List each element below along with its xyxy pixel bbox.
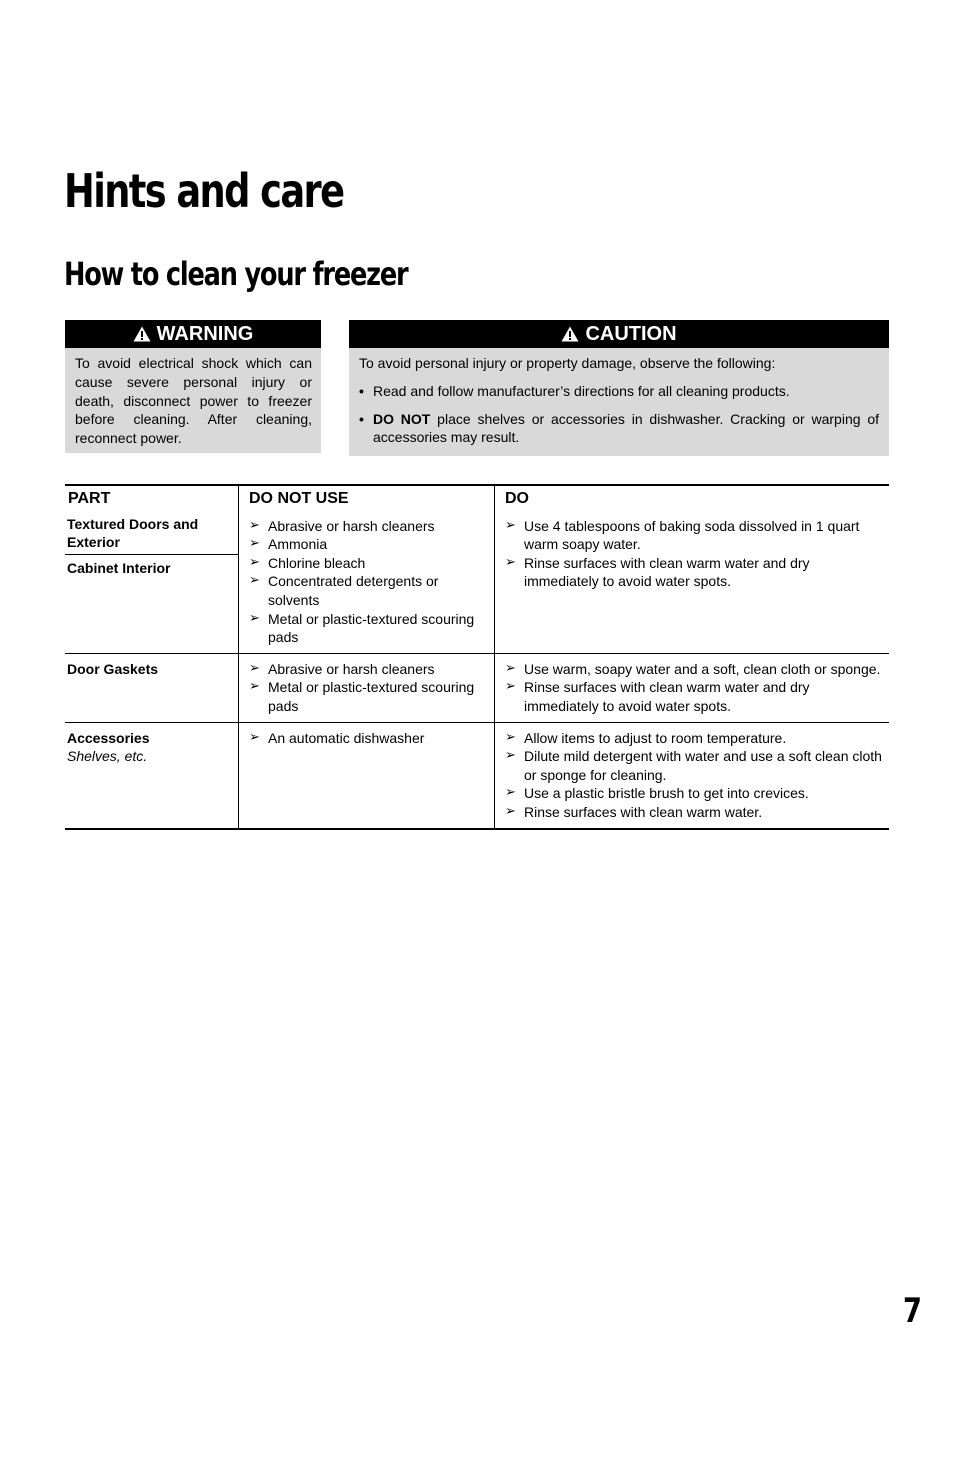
part-name: Door Gaskets [67, 660, 159, 677]
caution-bullet: • Read and follow manufacturer’s directions for all cleaning products. [359, 382, 790, 399]
dont-item: ➢ Metal or plastic-textured scouring pads [249, 678, 492, 715]
table-row [65, 653, 889, 722]
dont-item: ➢ Chlorine bleach [249, 554, 492, 573]
page-number: 7 [903, 1291, 922, 1331]
table-row [65, 722, 889, 828]
do-item: ➢ Use a plastic bristle brush to get into crevices. [505, 784, 887, 803]
part-name: Cabinet Interior [65, 554, 238, 578]
warning-box [65, 320, 321, 453]
do-item: ➢ Rinse surfaces with clean warm water and dry immediately to avoid water spots. [505, 554, 887, 591]
caution-triangle-icon [561, 326, 579, 342]
caution-bullet: • DO NOT place shelves or accessories in dishwasher. Cracking or warping of accessories may result. [359, 410, 879, 446]
part-subtitle: Shelves, etc. [67, 748, 148, 765]
dont-item: ➢ Abrasive or harsh cleaners [249, 660, 492, 679]
part-name: Textured Doors and Exterior [67, 515, 199, 551]
section-title: How to clean your freezer [64, 255, 408, 293]
caution-box [349, 320, 889, 456]
caution-header [349, 320, 889, 348]
dont-item: ➢ Abrasive or harsh cleaners [249, 517, 492, 536]
table-row [65, 511, 889, 654]
warning-triangle-icon [133, 326, 151, 342]
dont-item: ➢ Concentrated detergents or solvents [249, 572, 492, 609]
do-item: ➢ Rinse surfaces with clean warm water. [505, 803, 887, 822]
do-item: ➢ Use 4 tablespoons of baking soda dissolved in 1 quart warm soapy water. [505, 517, 887, 554]
warning-text: To avoid electrical shock which can cause severe personal injury or death, disconnect power to freezer before cleaning. After cleaning, reconnect power. [75, 355, 312, 447]
header-do: DO [495, 485, 890, 511]
warning-heading: WARNING [156, 322, 254, 345]
header-part: PART [65, 485, 239, 511]
caution-intro: To avoid personal injury or property damage, observe the following: [359, 355, 776, 371]
do-item: ➢ Dilute mild detergent with water and use a soft clean cloth or sponge for cleaning. [505, 747, 887, 784]
page-title: Hints and care [64, 164, 344, 218]
dont-item: ➢ Ammonia [249, 535, 492, 554]
do-item: ➢ Rinse surfaces with clean warm water and dry immediately to avoid water spots. [505, 678, 887, 715]
do-item: ➢ Allow items to adjust to room temperature. [505, 729, 887, 748]
dont-item: ➢ An automatic dishwasher [249, 729, 492, 748]
cleaning-table [65, 484, 889, 830]
do-item: ➢ Use warm, soapy water and a soft, clean cloth or sponge. [505, 660, 887, 679]
caution-heading: CAUTION [585, 322, 677, 345]
header-do-not-use: DO NOT USE [239, 485, 495, 511]
part-name: Accessories [67, 729, 150, 746]
dont-item: ➢ Metal or plastic-textured scouring pads [249, 610, 492, 647]
warning-header [65, 320, 321, 348]
